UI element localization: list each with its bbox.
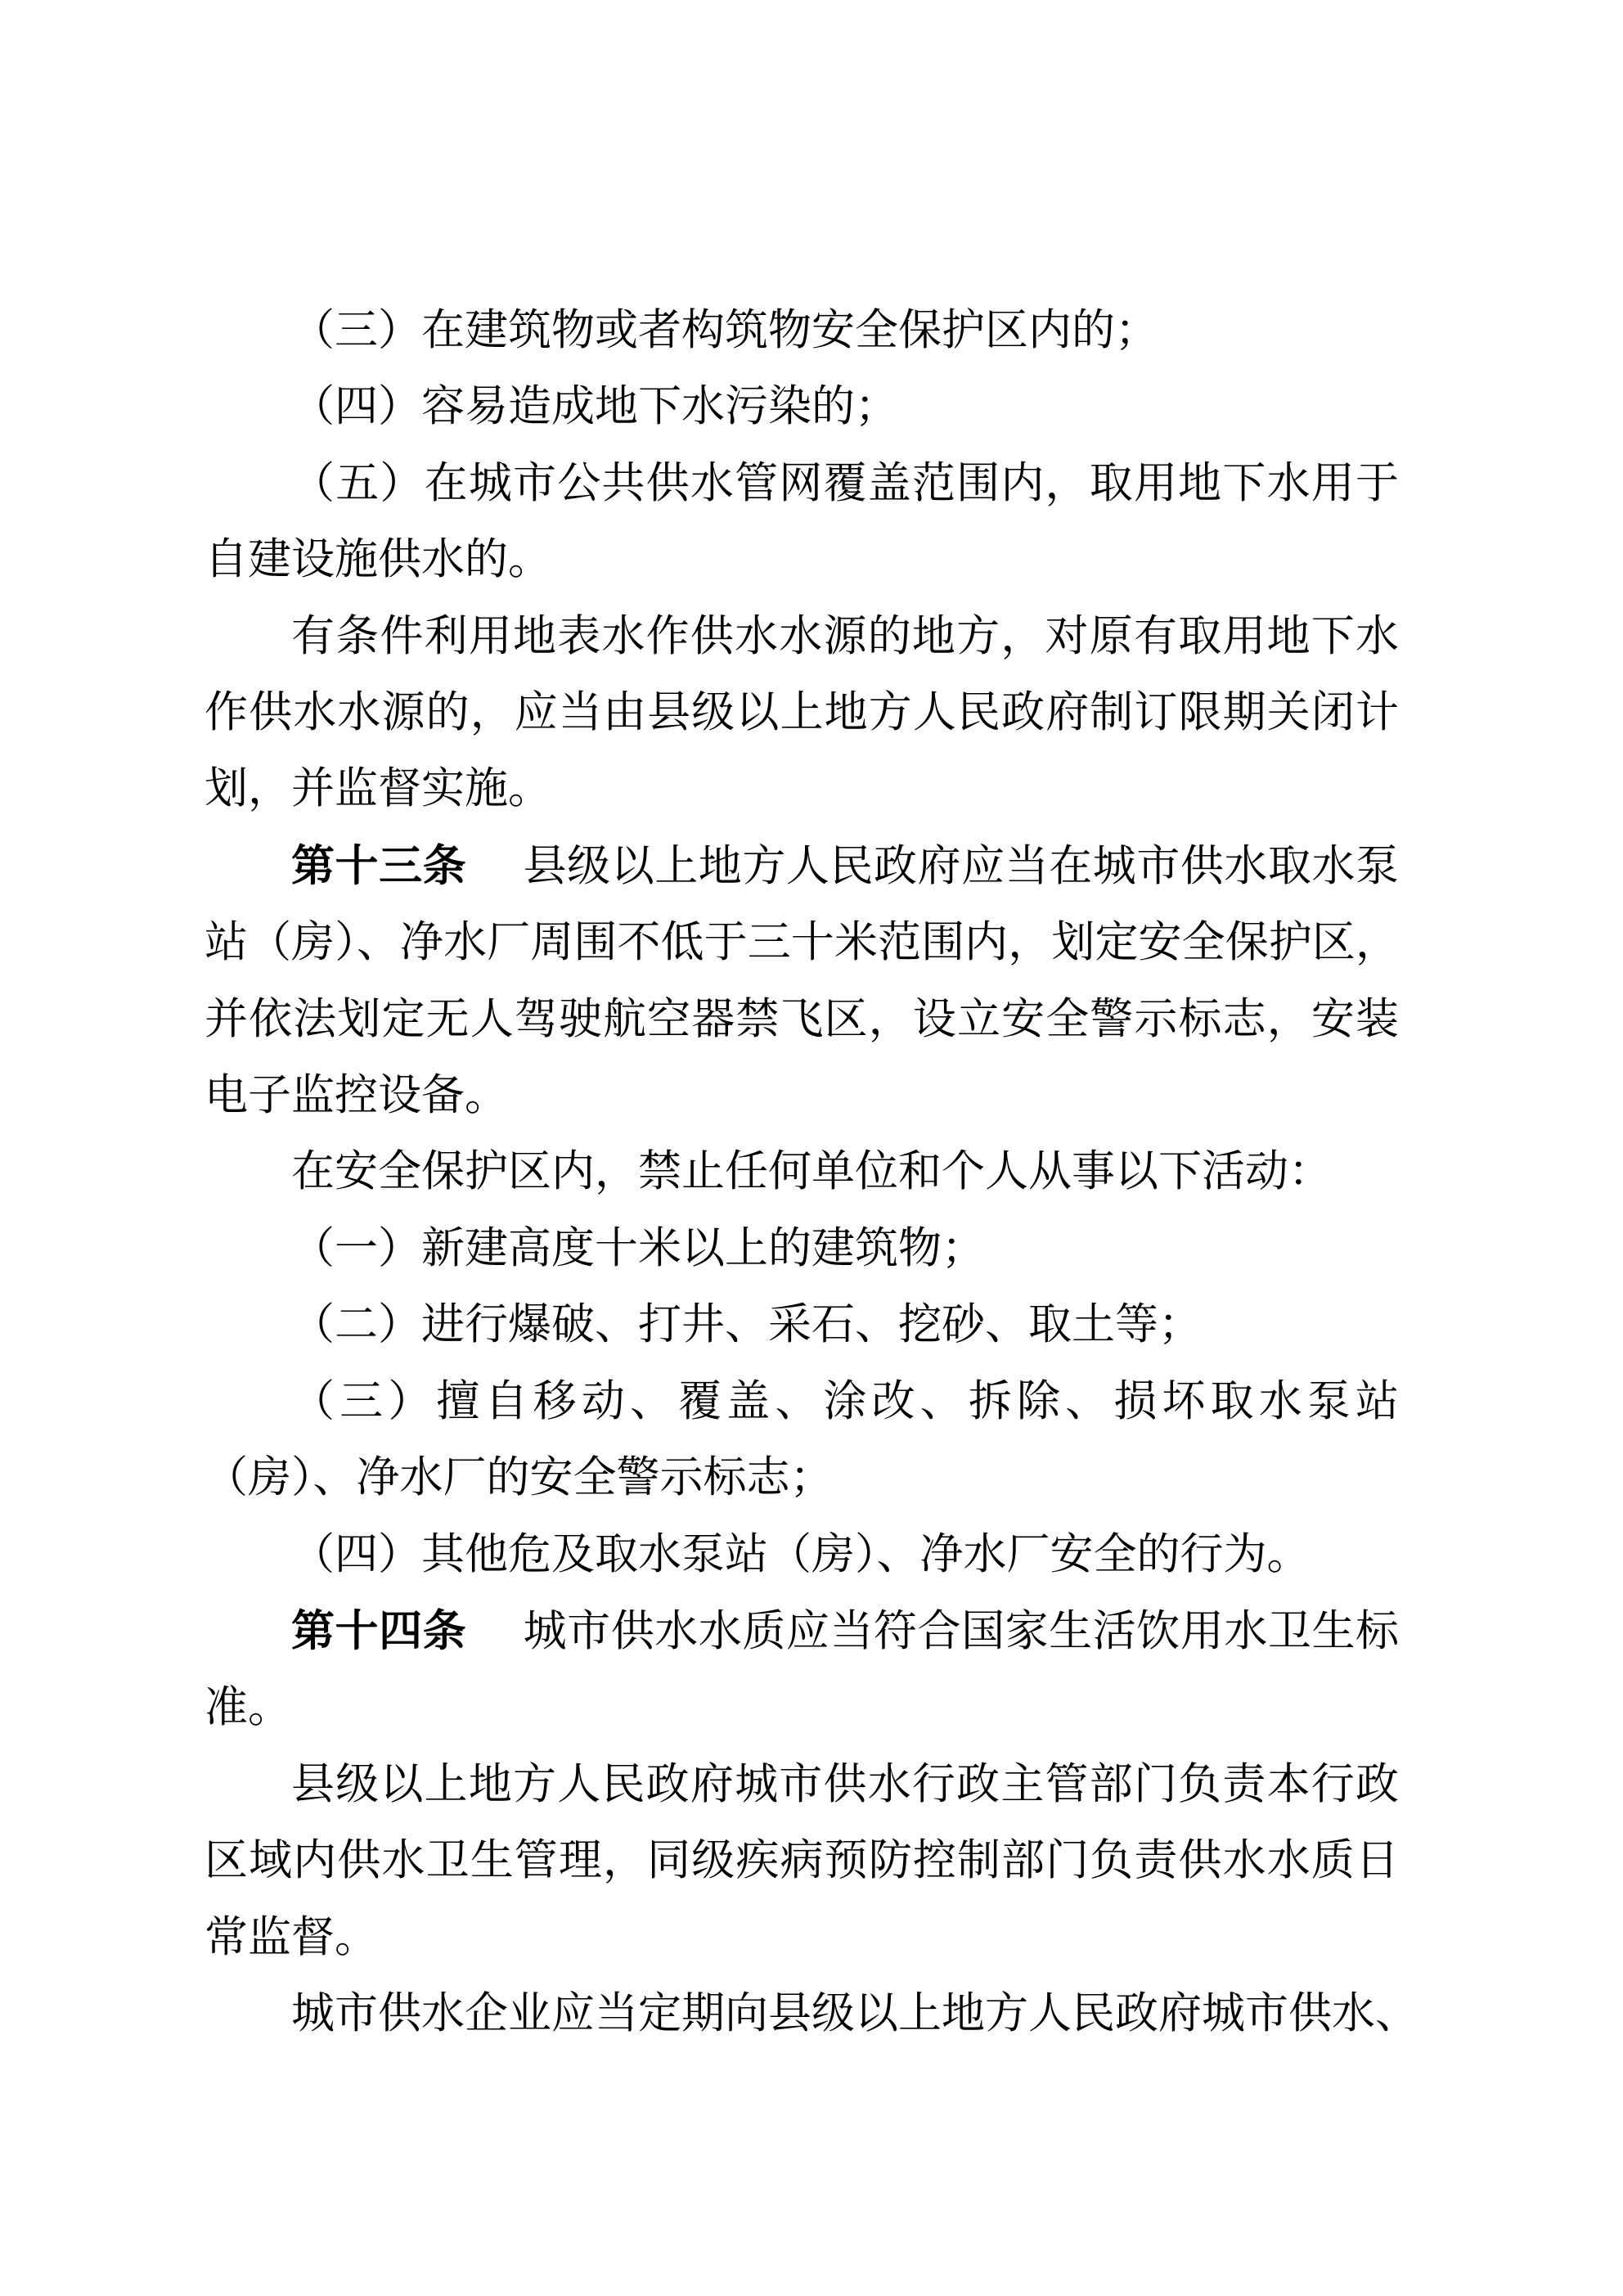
clause-item-5-prev-article: （五）在城市公共供水管网覆盖范围内，取用地下水用于自建设施供水的。: [205, 459, 1399, 584]
clause-item-3-article-13: （三）擅自移动、覆盖、涂改、拆除、损坏取水泵站（房）、净水厂的安全警示标志；: [205, 1377, 1399, 1502]
clause-item-4-article-13: （四）其他危及取水泵站（房）、净水厂安全的行为。: [291, 1530, 1311, 1578]
article-13-number: 第十三条: [291, 841, 467, 890]
clause-item-4-prev-article: （四）容易造成地下水污染的；: [291, 383, 898, 431]
paragraph-protection-zone-intro: 在安全保护区内，禁止任何单位和个人从事以下活动：: [291, 1148, 1332, 1196]
article-14-number: 第十四条: [291, 1606, 467, 1655]
article-14-text: 城市供水水质应当符合国家生活饮用水卫生标准。: [205, 1607, 1400, 1732]
paragraph-article-14: [205, 1593, 1399, 1747]
clause-item-1-article-13: （一）新建高度十米以上的建筑物；: [291, 1224, 985, 1272]
paragraph-surface-water-plan: 有条件利用地表水作供水水源的地方，对原有取用地下水作供水水源的，应当由县级以上地方人民政府制订限期关闭计划，并监督实施。: [205, 612, 1399, 813]
clause-item-3-prev-article: （三）在建筑物或者构筑物安全保护区内的；: [291, 307, 1158, 354]
paragraph-water-hygiene-management: 县级以上地方人民政府城市供水行政主管部门负责本行政区域内供水卫生管理，同级疾病预防控制部门负责供水水质日常监督。: [205, 1760, 1399, 1961]
paragraph-supply-enterprise-continued: 城市供水企业应当定期向县级以上地方人民政府城市供水、: [291, 1989, 1418, 2037]
clause-item-2-article-13: （二）进行爆破、打井、采石、挖砂、取土等；: [291, 1301, 1202, 1349]
article-13-text: 县级以上地方人民政府应当在城市供水取水泵站（房）、净水厂周围不低于三十米范围内，划定安全保护区，并依法划定无人驾驶航空器禁飞区，设立安全警示标志，安装电子监控设备。: [205, 842, 1400, 1120]
paragraph-article-13: [205, 828, 1399, 1135]
